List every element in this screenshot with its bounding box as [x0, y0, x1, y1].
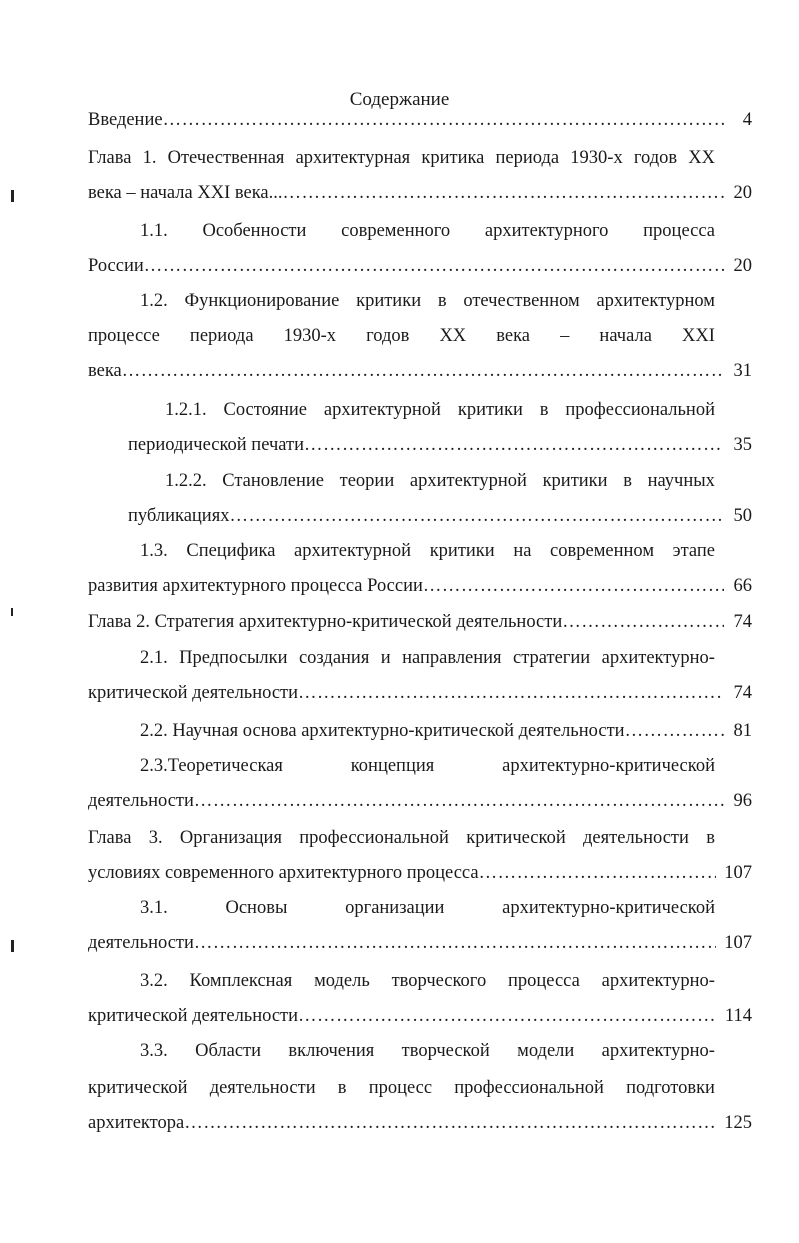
toc-line: 1.2. Функционирование критики в отечественном архитектурном — [140, 291, 715, 311]
toc-entry-last-line — [88, 181, 752, 205]
leader-dots — [184, 1111, 716, 1135]
toc-entry-text: 2.2. Научная основа архитектурно-критической деятельности — [140, 721, 625, 741]
toc-entry-last-line — [88, 789, 752, 813]
toc-entry-text: критической деятельности — [88, 1006, 299, 1026]
toc-line: 3.3. Области включения творческой модели архитектурно- — [140, 1041, 715, 1061]
page-number: 20 — [733, 183, 752, 203]
page-number: 74 — [733, 612, 752, 632]
toc-entry-text: развития архитектурного процесса России — [88, 576, 423, 596]
leader-dots — [562, 610, 724, 634]
page-number: 96 — [733, 791, 752, 811]
page-number: 66 — [733, 576, 752, 596]
page-number: 125 — [724, 1113, 752, 1133]
toc-line: 2.3.Теоретическая концепция архитектурно-критической — [140, 756, 715, 776]
toc-entry-text: века – начала XXI века... — [88, 183, 283, 203]
toc-entry-text: Введение — [88, 110, 163, 130]
page-number: 20 — [733, 256, 752, 276]
toc-entry-text: России — [88, 256, 144, 276]
margin-mark — [11, 608, 13, 616]
leader-dots — [194, 789, 724, 813]
leader-dots — [122, 359, 724, 383]
toc-line: 2.1. Предпосылки создания и направления стратегии архитектурно- — [140, 648, 715, 668]
page-number: 4 — [742, 110, 752, 130]
toc-entry-text: публикациях — [128, 506, 230, 526]
toc-entry-last-line — [128, 433, 752, 457]
toc-entry-last-line — [88, 861, 752, 885]
toc-line: 1.1. Особенности современного архитектурного процесса — [140, 221, 715, 241]
leader-dots — [163, 108, 724, 132]
leader-dots — [298, 681, 724, 705]
toc-entry-text: периодической печати — [128, 435, 304, 455]
page-number: 50 — [733, 506, 752, 526]
toc-entry-last-line — [88, 254, 752, 278]
leader-dots — [283, 181, 724, 205]
toc-entry-text: критической деятельности — [88, 683, 299, 703]
toc-entry-last-line — [88, 574, 752, 598]
toc-line: Глава 3. Организация профессиональной критической деятельности в — [88, 828, 715, 848]
leader-dots — [298, 1004, 717, 1028]
margin-mark — [11, 940, 14, 952]
leader-dots — [144, 254, 724, 278]
toc-entry-last-line — [88, 610, 752, 634]
leader-dots — [194, 931, 716, 955]
toc-line: 1.2.2. Становление теории архитектурной критики в научных — [165, 471, 715, 491]
toc-line: 1.3. Специфика архитектурной критики на современном этапе — [140, 541, 715, 561]
page-number: 114 — [724, 1006, 752, 1026]
page-number: 31 — [733, 361, 752, 381]
margin-mark — [11, 190, 14, 202]
page-number: 81 — [733, 721, 752, 741]
toc-entry-text: Глава 2. Стратегия архитектурно-критической деятельности — [88, 612, 563, 632]
toc-entry-last-line — [88, 1111, 752, 1135]
toc-line: 1.2.1. Состояние архитектурной критики в профессиональной — [165, 400, 715, 420]
leader-dots — [304, 433, 724, 457]
toc-entry-last-line — [140, 719, 752, 743]
toc-line: критической деятельности в процесс профессиональной подготовки — [88, 1078, 715, 1098]
leader-dots — [479, 861, 717, 885]
leader-dots — [625, 719, 724, 743]
leader-dots — [229, 504, 724, 528]
toc-entry-last-line — [88, 108, 752, 132]
toc-entry-last-line — [88, 1004, 752, 1028]
toc-entry-last-line — [88, 359, 752, 383]
page-number: 74 — [733, 683, 752, 703]
toc-entry-last-line — [88, 931, 752, 955]
page-number: 107 — [724, 863, 752, 883]
toc-line: Глава 1. Отечественная архитектурная критика периода 1930-х годов XX — [88, 148, 715, 168]
toc-entry-text: деятельности — [88, 933, 194, 953]
leader-dots — [423, 574, 724, 598]
page-number: 107 — [724, 933, 752, 953]
toc-entry-text: архитектора — [88, 1113, 185, 1133]
toc-entry-text: условиях современного архитектурного процесса — [88, 863, 479, 883]
toc-entry-text: деятельности — [88, 791, 194, 811]
page-title: Содержание — [349, 89, 450, 110]
toc-line: процессе периода 1930-х годов XX века – начала XXI — [88, 326, 715, 346]
toc-entry-last-line — [88, 681, 752, 705]
toc-entry-text: века — [88, 361, 122, 381]
toc-line: 3.2. Комплексная модель творческого процесса архитектурно- — [140, 971, 715, 991]
toc-entry-last-line — [128, 504, 752, 528]
page-number: 35 — [733, 435, 752, 455]
toc-line: 3.1. Основы организации архитектурно-критической — [140, 898, 715, 918]
